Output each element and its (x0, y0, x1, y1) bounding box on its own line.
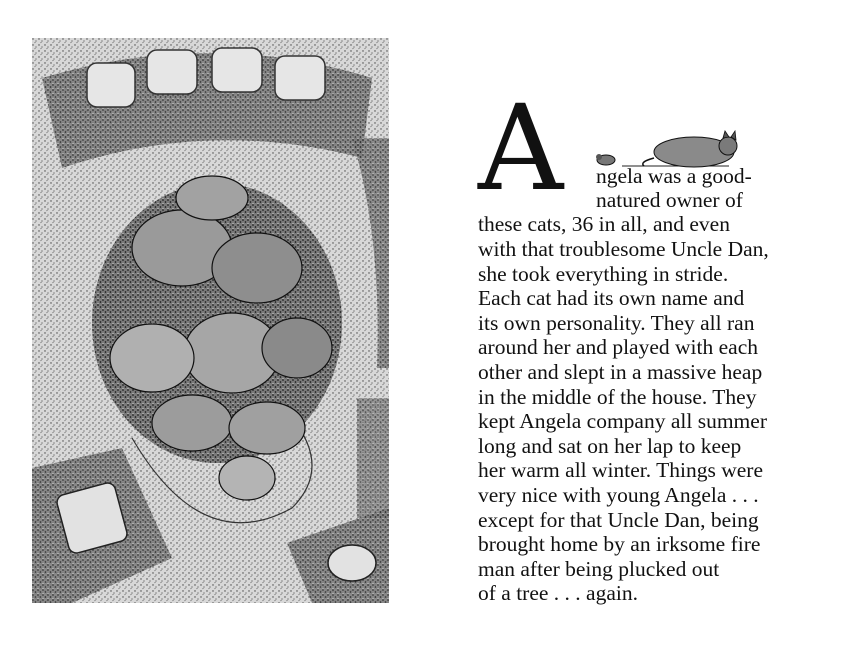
text-line: these cats, 36 in all, and even (478, 212, 730, 236)
text-line: very nice with young Angela . . . (478, 483, 759, 507)
text-line: except for that Uncle Dan, being (478, 508, 759, 532)
text-line: Each cat had its own name and (478, 286, 745, 310)
text-line: with that troublesome Uncle Dan, (478, 237, 769, 261)
text-line: long and sat on her lap to keep (478, 434, 742, 458)
text-line: around her and played with each (478, 335, 758, 359)
text-line: its own personality. They all ran (478, 311, 755, 335)
text-line: of a tree . . . again. (478, 581, 638, 605)
text-line: man after being plucked out (478, 557, 720, 581)
text-line: she took everything in stride. (478, 262, 729, 286)
sleeping-cat-vignette (594, 110, 744, 170)
text-line: ngela was a good- (596, 164, 752, 188)
drop-cap: A (478, 79, 564, 217)
text-line: kept Angela company all summer (478, 409, 767, 433)
text-line: her warm all winter. Things were (478, 458, 763, 482)
text-line: other and slept in a massive heap (478, 360, 763, 384)
text-line: in the middle of the house. They (478, 385, 757, 409)
cat-heap-illustration (32, 38, 389, 603)
story-text (478, 79, 828, 612)
text-line: natured owner of (596, 188, 743, 212)
text-line: brought home by an irksome fire (478, 532, 761, 556)
